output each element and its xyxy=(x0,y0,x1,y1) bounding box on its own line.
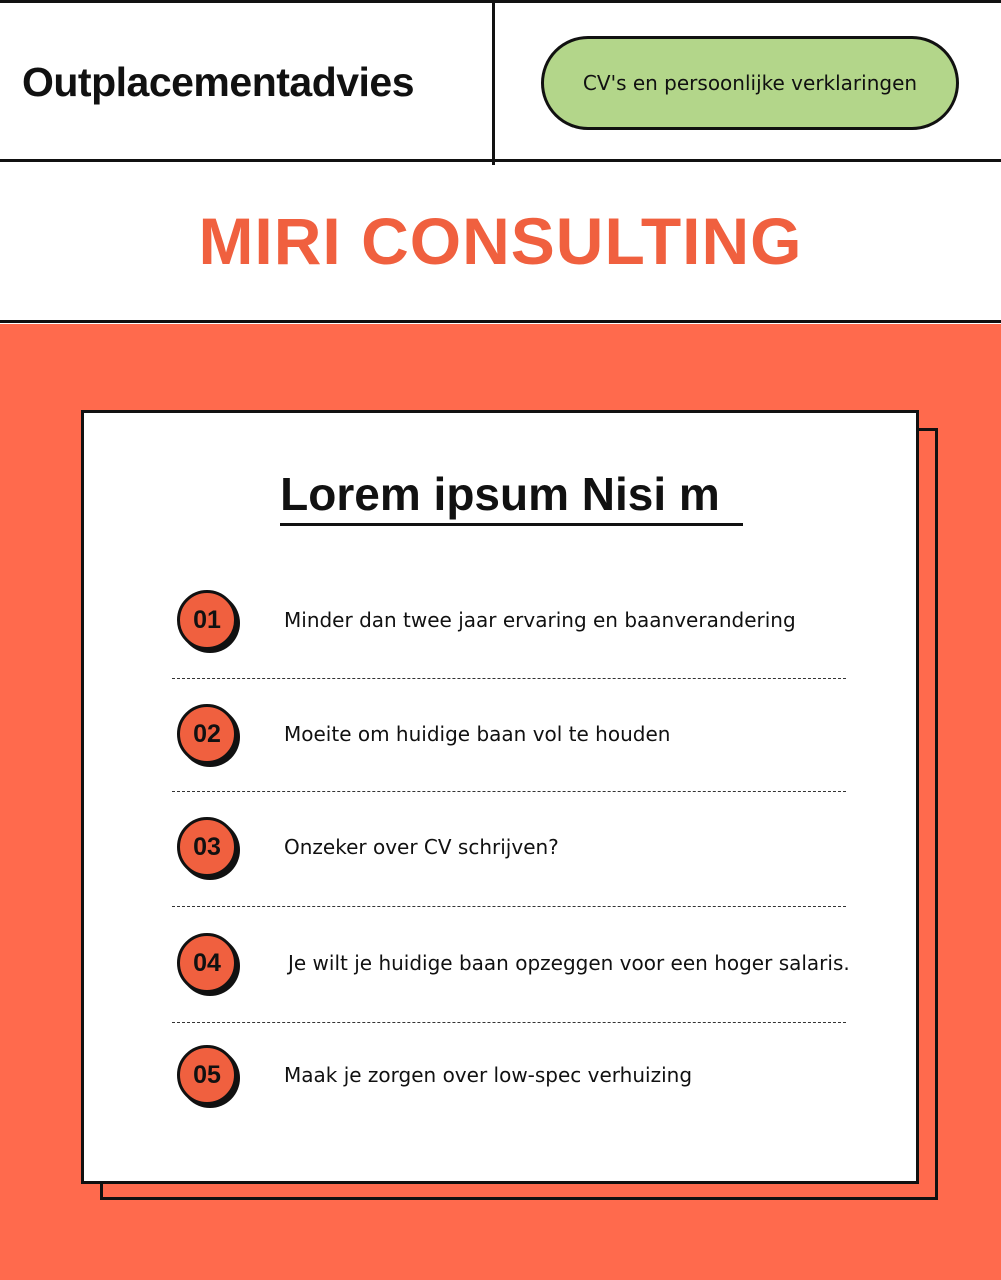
divider xyxy=(492,3,495,165)
banner-title: MIRI CONSULTING xyxy=(198,204,803,278)
number-badge: 04 xyxy=(177,933,237,993)
number-badge: 05 xyxy=(177,1045,237,1105)
list-item xyxy=(84,590,916,660)
dashed-divider xyxy=(172,906,846,907)
number-badge: 03 xyxy=(177,817,237,877)
number-badge: 02 xyxy=(177,704,237,764)
card-title: Lorem ipsum Nisi m xyxy=(280,468,720,520)
banner xyxy=(0,162,1001,323)
header xyxy=(0,0,1001,162)
item-text: Moeite om huidige baan vol te houden xyxy=(284,722,671,746)
list-item xyxy=(84,704,916,774)
dashed-divider xyxy=(172,678,846,679)
service-pill[interactable]: CV's en persoonlijke verklaringen xyxy=(541,36,959,130)
item-text: Onzeker over CV schrijven? xyxy=(284,835,559,859)
list-item xyxy=(84,817,916,887)
dashed-divider xyxy=(172,1022,846,1023)
list-item xyxy=(84,1045,916,1115)
title-underline xyxy=(280,523,743,526)
number-badge: 01 xyxy=(177,590,237,650)
dashed-divider xyxy=(172,791,846,792)
item-text: Minder dan twee jaar ervaring en baanverandering xyxy=(284,608,796,632)
brand-title: Outplacementadvies xyxy=(22,59,415,105)
content-card xyxy=(81,410,919,1184)
item-text: Maak je zorgen over low-spec verhuizing xyxy=(284,1063,693,1087)
list-item xyxy=(84,933,916,1003)
item-text: Je wilt je huidige baan opzeggen voor een hoger salaris. xyxy=(288,951,850,975)
